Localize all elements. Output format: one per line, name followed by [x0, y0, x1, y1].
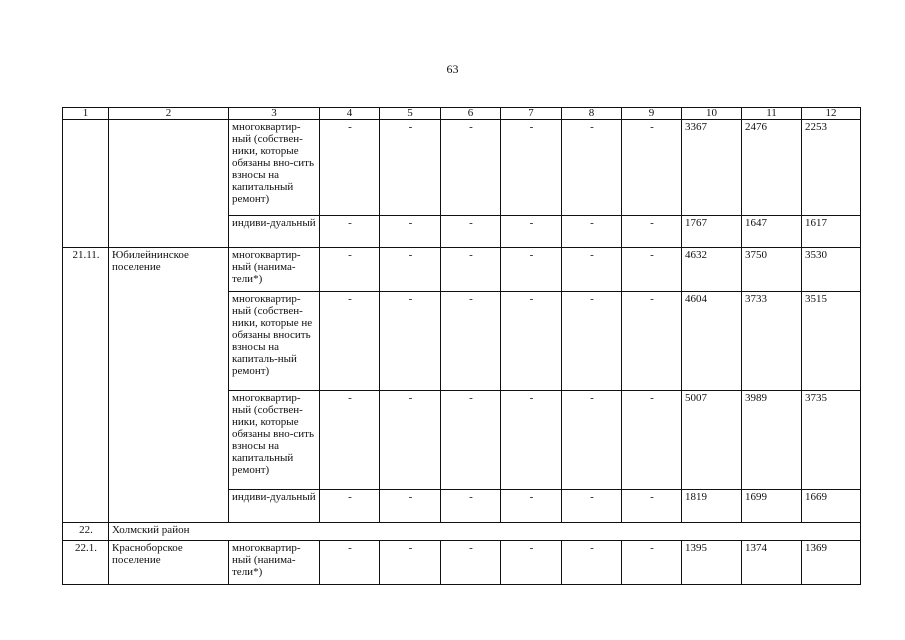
dash-cell: - — [622, 216, 682, 248]
dash-cell: - — [501, 248, 562, 292]
row-code-cell: 22. — [63, 523, 109, 541]
dash-cell: - — [501, 292, 562, 391]
value-cell-col12: 3530 — [802, 248, 861, 292]
dash-cell: - — [501, 120, 562, 216]
dash-cell: - — [501, 490, 562, 523]
value-cell-col12: 3515 — [802, 292, 861, 391]
dash-cell: - — [622, 120, 682, 216]
column-header: 9 — [622, 108, 682, 120]
column-header: 3 — [229, 108, 320, 120]
column-header: 7 — [501, 108, 562, 120]
value-cell-col11: 1647 — [742, 216, 802, 248]
value-cell-col11: 2476 — [742, 120, 802, 216]
housing-type-cell: индиви-дуальный — [229, 490, 320, 523]
column-header: 1 — [63, 108, 109, 120]
dash-cell: - — [320, 292, 380, 391]
column-header: 2 — [109, 108, 229, 120]
column-header: 12 — [802, 108, 861, 120]
dash-cell: - — [380, 490, 441, 523]
dash-cell: - — [320, 391, 380, 490]
dash-cell: - — [622, 541, 682, 585]
dash-cell: - — [441, 490, 501, 523]
dash-cell: - — [380, 292, 441, 391]
value-cell-col11: 1699 — [742, 490, 802, 523]
dash-cell: - — [562, 490, 622, 523]
housing-type-cell: многоквартир-ный (собствен-ники, которые обязаны вно-сить взносы на капитальный ремонт) — [229, 120, 320, 216]
column-header: 11 — [742, 108, 802, 120]
dash-cell: - — [562, 120, 622, 216]
dash-cell: - — [562, 248, 622, 292]
housing-type-cell: многоквартир-ный (собствен-ники, которые не обязаны вносить взносы на капиталь-ный ремонт) — [229, 292, 320, 391]
value-cell-col12: 3735 — [802, 391, 861, 490]
dash-cell: - — [320, 120, 380, 216]
table-row — [63, 523, 861, 541]
housing-type-cell: многоквартир-ный (нанима-тели*) — [229, 541, 320, 585]
column-header: 4 — [320, 108, 380, 120]
dash-cell: - — [320, 216, 380, 248]
row-code-cell: 21.11. — [63, 248, 109, 523]
value-cell-col12: 1369 — [802, 541, 861, 585]
settlement-name-cell — [109, 120, 229, 248]
dash-cell: - — [441, 248, 501, 292]
dash-cell: - — [441, 292, 501, 391]
dash-cell: - — [441, 216, 501, 248]
dash-cell: - — [622, 292, 682, 391]
housing-type-cell: многоквартир-ный (собствен-ники, которые обязаны вно-сить взносы на капитальный ремонт) — [229, 391, 320, 490]
dash-cell: - — [380, 248, 441, 292]
table-row — [63, 248, 861, 292]
header-row — [63, 108, 861, 120]
value-cell-col10: 1767 — [682, 216, 742, 248]
dash-cell: - — [441, 391, 501, 490]
value-cell-col10: 3367 — [682, 120, 742, 216]
dash-cell: - — [501, 216, 562, 248]
value-cell-col11: 3733 — [742, 292, 802, 391]
value-cell-col11: 1374 — [742, 541, 802, 585]
page-number: 63 — [446, 62, 459, 76]
value-cell-col10: 5007 — [682, 391, 742, 490]
value-cell-col12: 1669 — [802, 490, 861, 523]
value-cell-col12: 1617 — [802, 216, 861, 248]
settlement-name-cell: Юбилейнинское поселение — [109, 248, 229, 523]
column-header: 5 — [380, 108, 441, 120]
housing-type-cell: многоквартир-ный (нанима-тели*) — [229, 248, 320, 292]
value-cell-col12: 2253 — [802, 120, 861, 216]
dash-cell: - — [562, 216, 622, 248]
dash-cell: - — [441, 541, 501, 585]
value-cell-col10: 1819 — [682, 490, 742, 523]
value-cell-col10: 1395 — [682, 541, 742, 585]
dash-cell: - — [562, 391, 622, 490]
value-cell-col10: 4632 — [682, 248, 742, 292]
value-cell-col11: 3989 — [742, 391, 802, 490]
row-code-cell: 22.1. — [63, 541, 109, 585]
dash-cell: - — [320, 490, 380, 523]
dash-cell: - — [320, 248, 380, 292]
column-header: 6 — [441, 108, 501, 120]
dash-cell: - — [441, 120, 501, 216]
dash-cell: - — [562, 292, 622, 391]
tariff-table — [62, 107, 861, 585]
dash-cell: - — [320, 541, 380, 585]
dash-cell: - — [501, 541, 562, 585]
value-cell-col11: 3750 — [742, 248, 802, 292]
dash-cell: - — [622, 391, 682, 490]
column-header: 8 — [562, 108, 622, 120]
table-row — [63, 120, 861, 216]
dash-cell: - — [501, 391, 562, 490]
district-name-cell: Холмский район — [109, 523, 861, 541]
dash-cell: - — [380, 391, 441, 490]
table-row — [63, 541, 861, 585]
dash-cell: - — [622, 248, 682, 292]
dash-cell: - — [562, 541, 622, 585]
settlement-name-cell: Красноборское поселение — [109, 541, 229, 585]
column-header: 10 — [682, 108, 742, 120]
value-cell-col10: 4604 — [682, 292, 742, 391]
row-code-cell — [63, 120, 109, 248]
dash-cell: - — [380, 541, 441, 585]
dash-cell: - — [380, 216, 441, 248]
housing-type-cell: индиви-дуальный — [229, 216, 320, 248]
dash-cell: - — [380, 120, 441, 216]
dash-cell: - — [622, 490, 682, 523]
